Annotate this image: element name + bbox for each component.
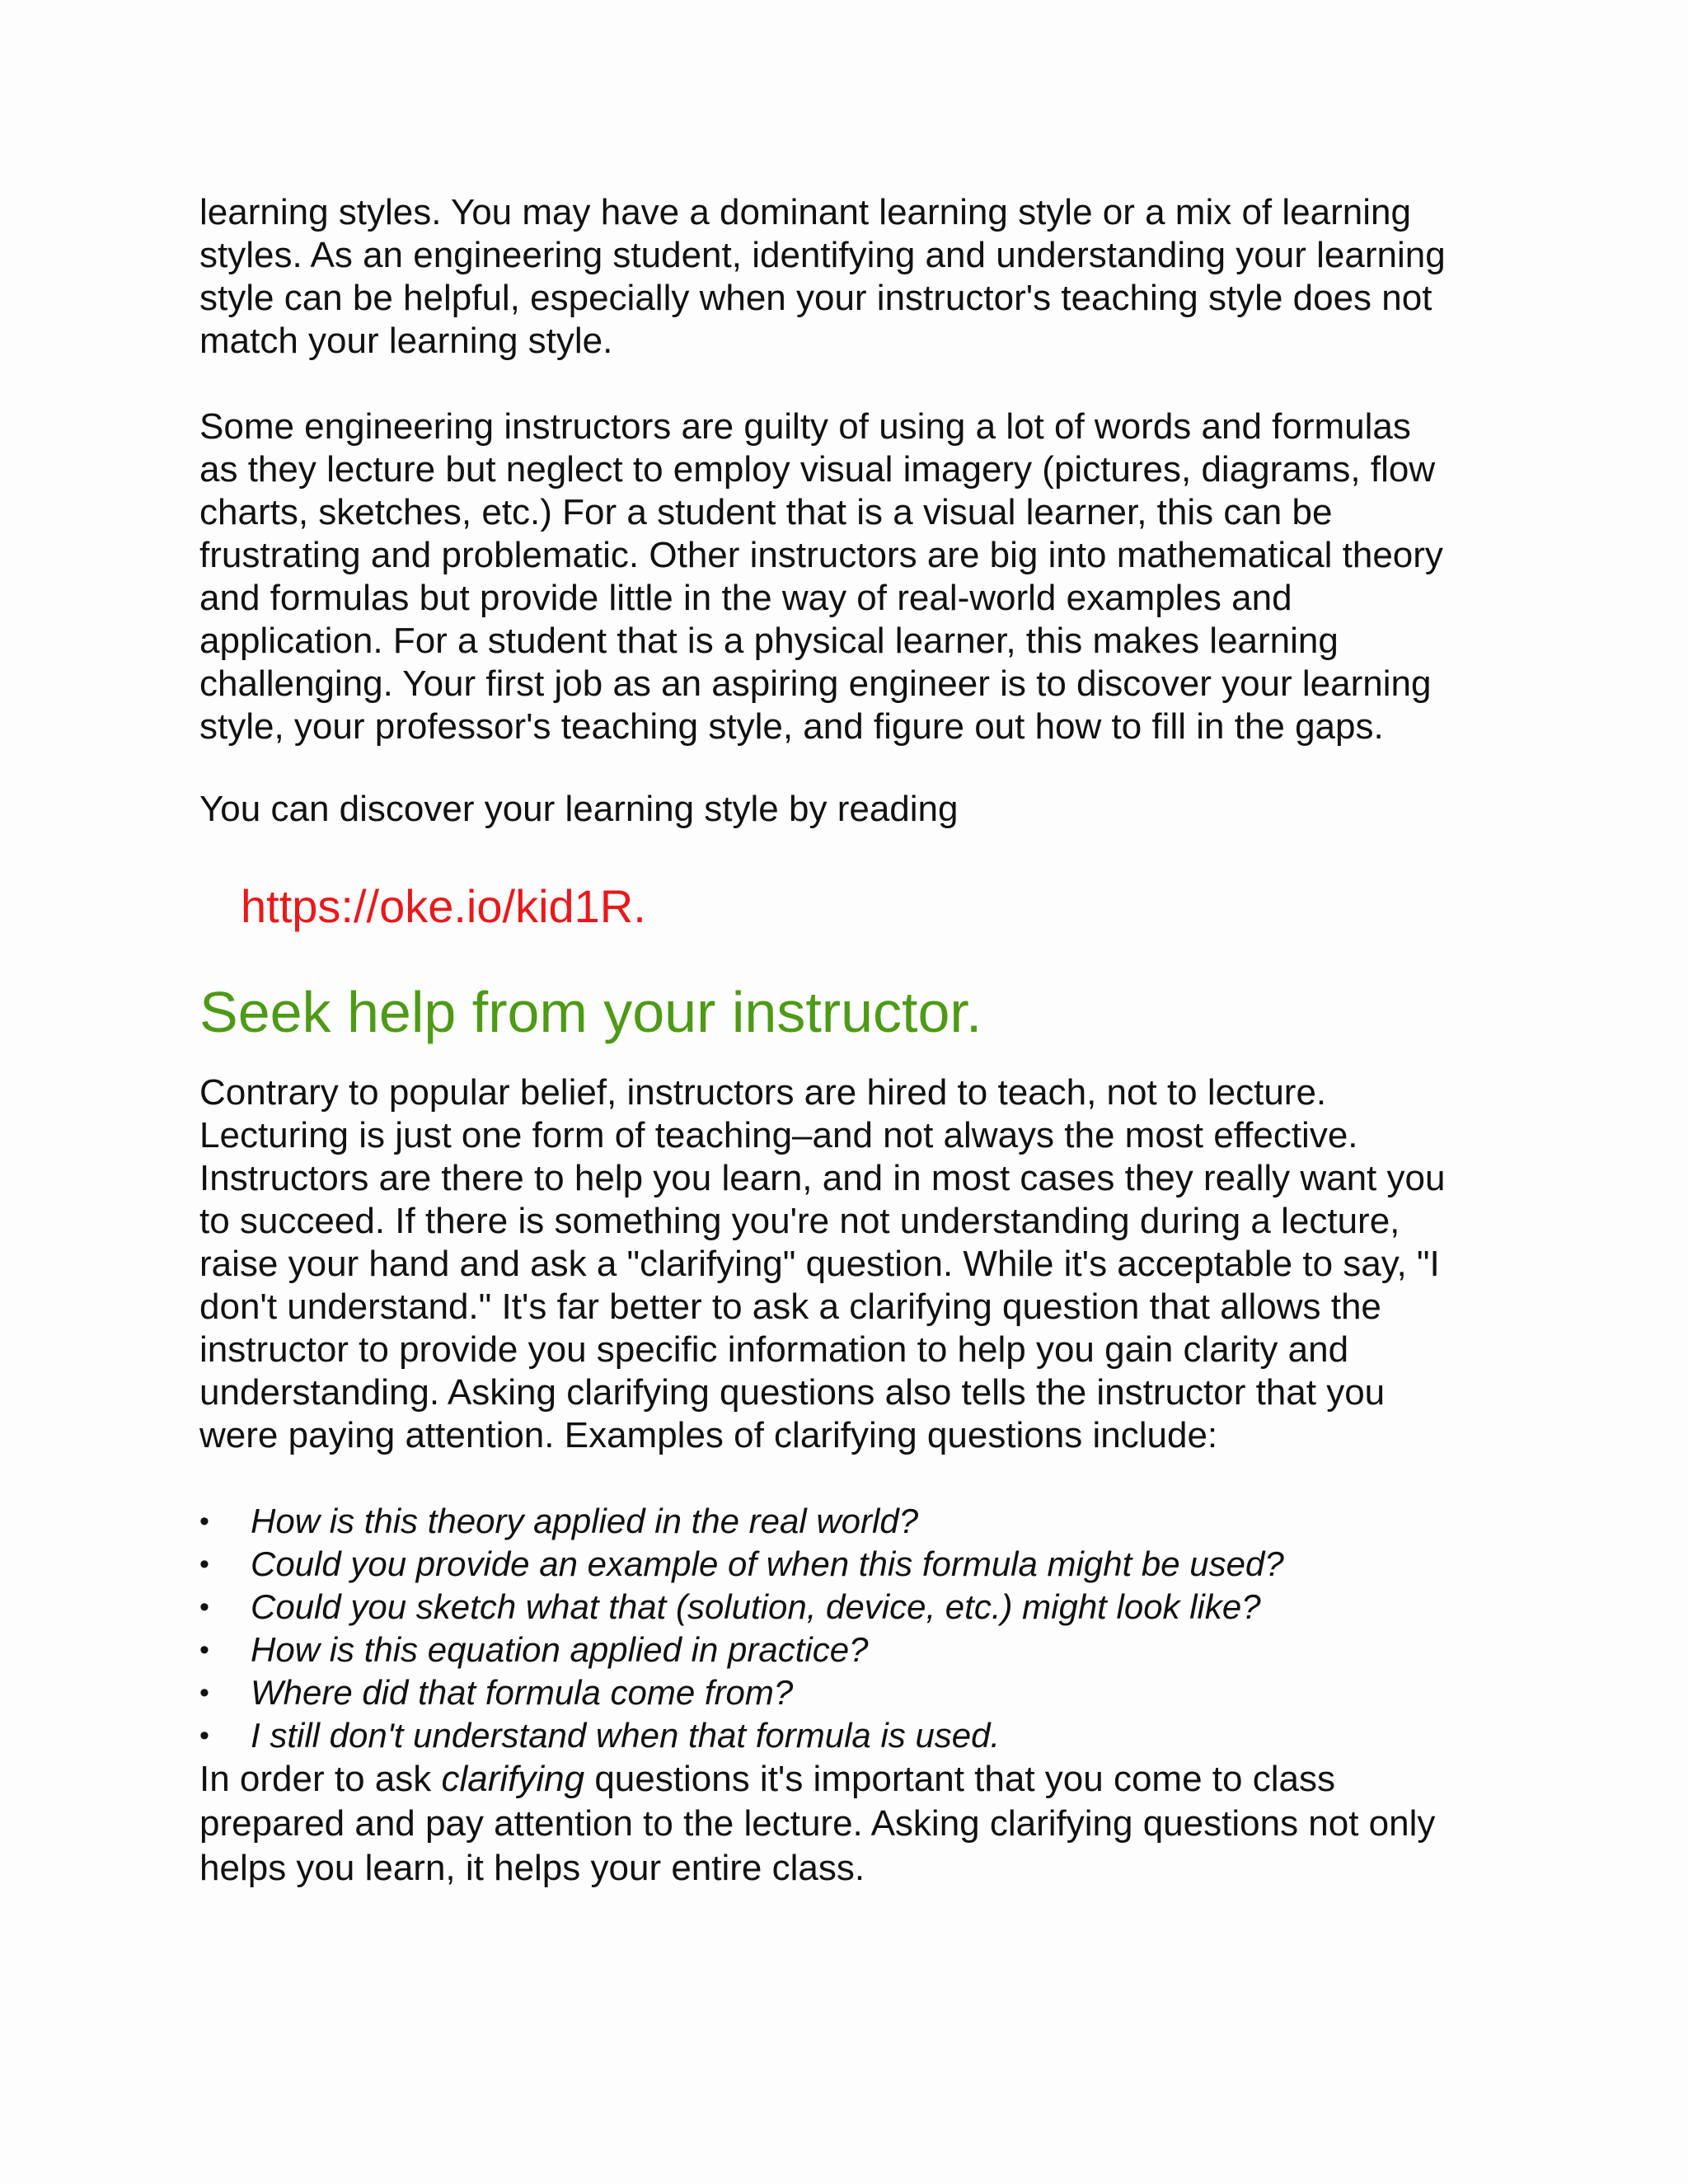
section-heading: Seek help from your instructor. bbox=[199, 980, 982, 1044]
paragraph-discover bbox=[199, 788, 1518, 831]
text-line: were paying attention. Examples of clarifying questions include: bbox=[199, 1415, 1218, 1455]
text-line: prepared and pay attention to the lecture. Asking clarifying questions not only bbox=[199, 1803, 1436, 1844]
text-line: understanding. Asking clarifying questions also tells the instructor that you bbox=[199, 1372, 1386, 1413]
text-line: helps you learn, it helps your entire class. bbox=[199, 1848, 865, 1888]
text-line: Instructors are there to help you learn, and in most cases they really want you bbox=[199, 1158, 1446, 1198]
text-line: styles. As an engineering student, identifying and understanding your learning bbox=[199, 235, 1446, 275]
paragraph-instructors bbox=[199, 405, 1518, 748]
text-line: learning styles. You may have a dominant learning style or a mix of learning bbox=[199, 192, 1411, 232]
list-item bbox=[199, 1629, 1518, 1671]
text-line: Lecturing is just one form of teaching–and not always the most effective. bbox=[199, 1115, 1358, 1155]
text-line: frustrating and problematic. Other instructors are big into mathematical theory bbox=[199, 535, 1443, 575]
list-item-text: Where did that formula come from? bbox=[251, 1673, 794, 1712]
bullet-icon: • bbox=[199, 1591, 209, 1623]
text-line: raise your hand and ask a "clarifying" question. While it's acceptable to say, "I bbox=[199, 1244, 1440, 1284]
text-segment: In order to ask bbox=[199, 1759, 442, 1799]
text-line: charts, sketches, etc.) For a student that is a visual learner, this can be bbox=[199, 492, 1333, 532]
page-content bbox=[199, 191, 1518, 1891]
learning-style-link[interactable]: https://oke.io/kid1R. bbox=[241, 880, 646, 932]
text-line: style, your professor's teaching style, and figure out how to fill in the gaps. bbox=[199, 706, 1384, 747]
text-line: and formulas but provide little in the way of real-world examples and bbox=[199, 578, 1292, 618]
text-line: Contrary to popular belief, instructors are hired to teach, not to lecture. bbox=[199, 1072, 1327, 1113]
text-line: as they lecture but neglect to employ visual imagery (pictures, diagrams, flow bbox=[199, 449, 1436, 490]
paragraph-seek-help bbox=[199, 1071, 1518, 1457]
text-line: style can be helpful, especially when your instructor's teaching style does not bbox=[199, 278, 1432, 318]
text-line: match your learning style. bbox=[199, 321, 613, 361]
bullet-icon: • bbox=[199, 1549, 209, 1580]
list-item-text: I still don't understand when that formula is used. bbox=[251, 1716, 1001, 1755]
list-item bbox=[199, 1671, 1518, 1714]
paragraph-closing bbox=[199, 1757, 1518, 1891]
text-line: to succeed. If there is something you're not understanding during a lecture, bbox=[199, 1201, 1400, 1241]
bullet-icon: • bbox=[199, 1634, 209, 1666]
text-line: don't understand." It's far better to ask a clarifying question that allows the bbox=[199, 1286, 1381, 1327]
paragraph-learning-styles bbox=[199, 191, 1518, 363]
list-item bbox=[199, 1714, 1518, 1757]
text-segment: questions it's important that you come to class bbox=[584, 1759, 1335, 1799]
bullet-icon: • bbox=[199, 1720, 209, 1751]
list-item-text: How is this theory applied in the real world? bbox=[251, 1502, 919, 1540]
list-item bbox=[199, 1586, 1518, 1629]
text-line: instructor to provide you specific information to help you gain clarity and bbox=[199, 1329, 1349, 1370]
text-line: application. For a student that is a physical learner, this makes learning bbox=[199, 621, 1339, 661]
text-line: challenging. Your first job as an aspiring engineer is to discover your learning bbox=[199, 663, 1432, 704]
list-item bbox=[199, 1500, 1518, 1543]
text-line: Some engineering instructors are guilty of using a lot of words and formulas bbox=[199, 406, 1411, 447]
list-item-text: Could you provide an example of when this formula might be used? bbox=[251, 1544, 1284, 1583]
bullet-icon: • bbox=[199, 1506, 209, 1537]
text-line: You can discover your learning style by reading bbox=[199, 789, 959, 829]
bullet-icon: • bbox=[199, 1677, 209, 1708]
text-line bbox=[199, 1757, 1518, 1802]
list-item bbox=[199, 1543, 1518, 1586]
list-item-text: Could you sketch what that (solution, device, etc.) might look like? bbox=[251, 1587, 1261, 1626]
emphasis-text: clarifying bbox=[441, 1759, 585, 1799]
list-item-text: How is this equation applied in practice? bbox=[251, 1630, 869, 1669]
clarifying-questions-list bbox=[199, 1500, 1518, 1757]
